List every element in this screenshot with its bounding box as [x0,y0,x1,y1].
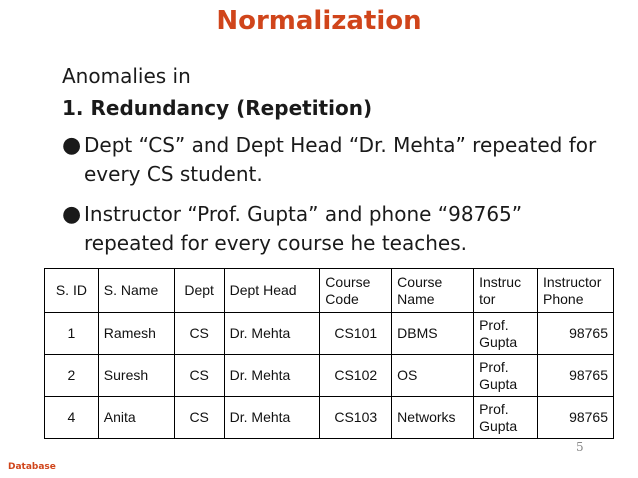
column-header: Dept Head [224,269,320,313]
bullet-icon: ● [62,133,82,158]
column-header: Course Name [392,269,474,313]
table-cell: Dr. Mehta [224,313,320,355]
bullet-item [62,200,604,258]
table-cell: Ramesh [98,313,174,355]
column-header: S. ID [45,269,99,313]
table-cell: CS [174,313,224,355]
table-cell: 4 [45,397,99,439]
column-header: Instruc tor [474,269,538,313]
redundancy-table [44,268,614,439]
slide-title: Normalization [216,6,422,36]
footer-label: Database [8,462,56,472]
column-header: Dept [174,269,224,313]
bullet-text: Dept “CS” and Dept Head “Dr. Mehta” repeated for every CS student. [84,133,597,186]
table-cell: DBMS [392,313,474,355]
bullet-text: Instructor “Prof. Gupta” and phone “98765” repeated for every course he teaches. [84,202,523,255]
page-number: 5 [576,440,584,454]
table-cell: CS [174,355,224,397]
table-cell: Prof. Gupta [474,397,538,439]
table-cell: 1 [45,313,99,355]
section-heading: 1. Redundancy (Repetition) [62,96,373,120]
table-cell: 98765 [538,397,614,439]
table-cell: CS103 [320,397,392,439]
table-cell: 98765 [538,355,614,397]
column-header: Instructor Phone [538,269,614,313]
table-cell: Suresh [98,355,174,397]
table-cell: CS102 [320,355,392,397]
table-cell: OS [392,355,474,397]
table-row [45,397,614,439]
table-cell: Anita [98,397,174,439]
bullet-item [62,131,604,189]
column-header: S. Name [98,269,174,313]
table-row [45,355,614,397]
table-cell: CS101 [320,313,392,355]
table-header-row [45,269,614,313]
table-cell: 98765 [538,313,614,355]
table-cell: CS [174,397,224,439]
table-cell: Prof. Gupta [474,313,538,355]
table-row [45,313,614,355]
bullet-icon: ● [62,202,82,227]
table-cell: Prof. Gupta [474,355,538,397]
table-cell: Dr. Mehta [224,355,320,397]
table-cell: Networks [392,397,474,439]
column-header: Course Code [320,269,392,313]
table-cell: Dr. Mehta [224,397,320,439]
table-cell: 2 [45,355,99,397]
intro-text: Anomalies in [62,64,191,88]
